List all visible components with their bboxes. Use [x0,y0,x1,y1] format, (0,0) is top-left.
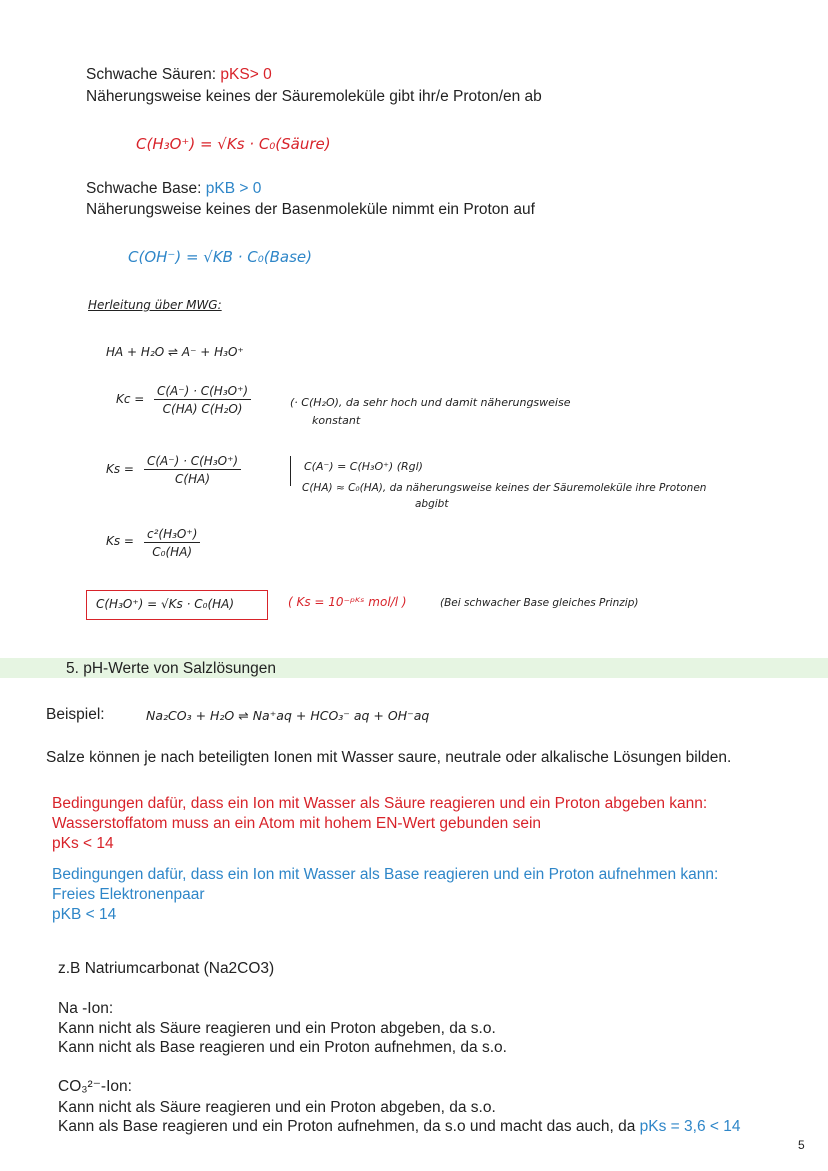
co3-ion-line-2: Kann als Base reagieren und ein Proton aufnehmen, da s.o und macht das auch, da pKs = 3,6 < 14 [58,1118,741,1135]
weak-acid-text: Näherungsweise keines der Säuremoleküle gibt ihr/e Proton/en ab [86,88,542,105]
kc-label: Kc = [116,392,145,406]
ks2-fraction [144,527,200,559]
co3-ion-line-1: Kann nicht als Säure reagieren und ein Proton abgeben, da s.o. [58,1099,496,1116]
kc-denominator: C(HA) C(H₂O) [162,402,243,416]
page-number: 5 [798,1138,805,1152]
ks2-label: Ks = [106,534,134,548]
result-formula: C(H₃O⁺) = √Ks · C₀(HA) [96,597,235,611]
ks-fraction [144,454,241,486]
ks-note-3: abgibt [415,498,449,510]
na-ion-line-2: Kann nicht als Base reagieren und ein Proton aufnehmen, da s.o. [58,1039,507,1056]
base-condition-3: pKB < 14 [52,906,117,923]
base-condition-1: Bedingungen dafür, dass ein Ion mit Wasser als Base reagieren und ein Proton aufnehmen kann: [52,866,719,883]
acid-condition-1: Bedingungen dafür, dass ein Ion mit Wasser als Säure reagieren und ein Proton abgeben kann: [52,795,708,812]
co3-ion-title: CO₃²⁻-Ion: [58,1078,132,1095]
kc-numerator: C(A⁻) · C(H₃O⁺) [154,384,251,400]
weak-acid-title: Schwache Säuren: pKS> 0 [86,66,272,83]
derivation-heading: Herleitung über MWG: [88,298,222,312]
ks-definition: ( Ks = 10⁻ᵖᴷˢ mol/l ) [288,595,407,609]
acid-condition-3: pKs < 14 [52,835,114,852]
ks2-denominator: C₀(HA) [152,545,193,559]
note-divider [290,456,291,486]
example2-title: z.B Natriumcarbonat (Na2CO3) [58,960,275,977]
kc-fraction [154,384,251,416]
ks-note-2: C(HA) ≈ C₀(HA), da näherungsweise keines der Säuremoleküle ihre Protonen [302,482,707,494]
weak-acid-formula: C(H₃O⁺) = √Ks · C₀(Säure) [136,135,331,153]
ks-numerator: C(A⁻) · C(H₃O⁺) [144,454,241,470]
base-note: (Bei schwacher Base gleiches Prinzip) [440,597,639,609]
na-ion-line-1: Kann nicht als Säure reagieren und ein Proton abgeben, da s.o. [58,1020,496,1037]
ks-label: Ks = [106,462,134,476]
ks2-numerator: c²(H₃O⁺) [144,527,200,543]
example-equation: Na₂CO₃ + H₂O ⇌ Na⁺aq + HCO₃⁻ aq + OH⁻aq [146,708,430,723]
base-condition-2: Freies Elektronenpaar [52,886,205,903]
salts-text: Salze können je nach beteiligten Ionen mit Wasser saure, neutrale oder alkalische Lösungen bilden. [46,749,732,766]
section-title: 5. pH-Werte von Salzlösungen [66,660,276,677]
ks-note-1: C(A⁻) = C(H₃O⁺) (Rgl) [304,460,423,473]
weak-base-formula: C(OH⁻) = √KB · C₀(Base) [128,248,312,266]
na-ion-title: Na -Ion: [58,1000,114,1017]
example-label: Beispiel: [46,706,105,723]
weak-base-title: Schwache Base: pKB > 0 [86,180,262,197]
weak-base-text: Näherungsweise keines der Basenmoleküle nimmt ein Proton auf [86,201,535,218]
acid-condition-2: Wasserstoffatom muss an ein Atom mit hohem EN-Wert gebunden sein [52,815,542,832]
kc-note-2: konstant [312,414,361,427]
derivation-reaction: HA + H₂O ⇌ A⁻ + H₃O⁺ [106,345,244,359]
ks-denominator: C(HA) [175,472,211,486]
kc-note-1: (· C(H₂O), da sehr hoch und damit näherungsweise [290,396,571,409]
